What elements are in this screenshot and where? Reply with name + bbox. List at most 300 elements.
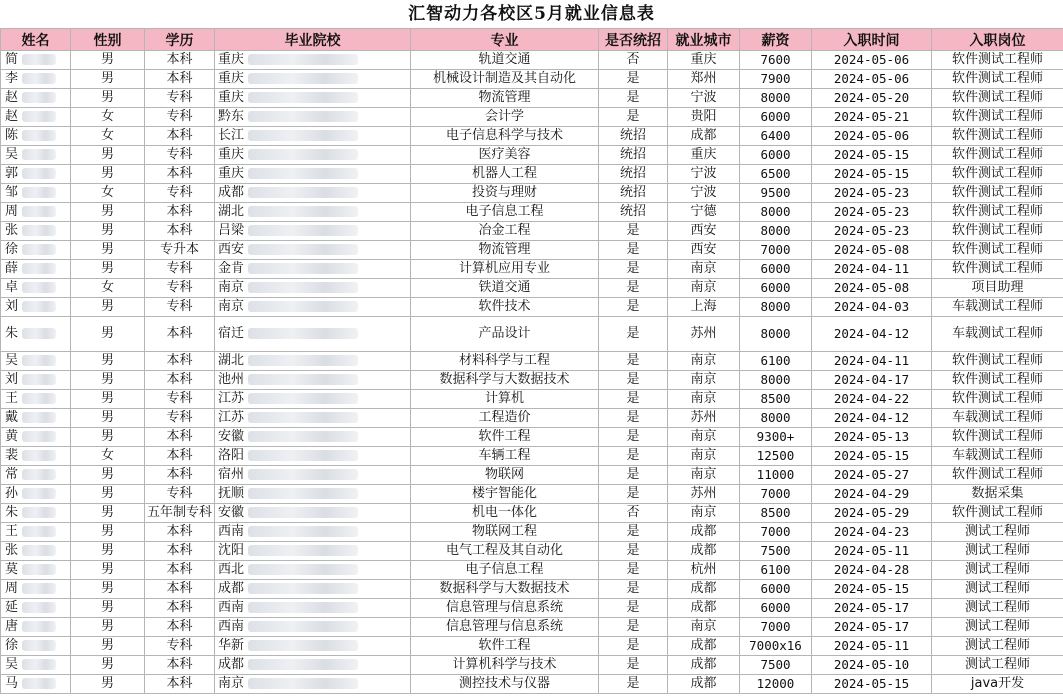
cell-name[interactable]	[1, 371, 71, 390]
cell-salary[interactable]	[740, 89, 812, 108]
cell-job[interactable]	[932, 298, 1063, 317]
cell-school[interactable]	[215, 561, 411, 580]
cell-start-date[interactable]	[812, 108, 932, 127]
cell-start-date[interactable]	[812, 127, 932, 146]
cell-job[interactable]	[932, 390, 1063, 409]
cell-name[interactable]	[1, 656, 71, 675]
cell-tongzhao[interactable]	[599, 260, 668, 279]
cell-salary[interactable]	[740, 466, 812, 485]
cell-major[interactable]	[411, 390, 599, 409]
cell-major[interactable]	[411, 504, 599, 523]
cell-gender[interactable]	[71, 146, 145, 165]
header-job[interactable]: 入职岗位	[932, 29, 1063, 51]
cell-school[interactable]	[215, 108, 411, 127]
cell-major[interactable]	[411, 317, 599, 352]
cell-major[interactable]	[411, 523, 599, 542]
header-education[interactable]: 学历	[145, 29, 215, 51]
cell-job[interactable]	[932, 409, 1063, 428]
cell-salary[interactable]	[740, 51, 812, 70]
cell-education[interactable]	[145, 618, 215, 637]
cell-gender[interactable]	[71, 447, 145, 466]
cell-salary[interactable]	[740, 146, 812, 165]
cell-city[interactable]	[668, 599, 740, 618]
cell-salary[interactable]	[740, 561, 812, 580]
cell-gender[interactable]	[71, 485, 145, 504]
cell-education[interactable]	[145, 390, 215, 409]
cell-tongzhao[interactable]	[599, 184, 668, 203]
cell-education[interactable]	[145, 51, 215, 70]
cell-name[interactable]	[1, 260, 71, 279]
cell-education[interactable]	[145, 203, 215, 222]
cell-tongzhao[interactable]	[599, 675, 668, 694]
cell-education[interactable]	[145, 371, 215, 390]
cell-city[interactable]	[668, 580, 740, 599]
cell-salary[interactable]	[740, 241, 812, 260]
cell-major[interactable]	[411, 51, 599, 70]
cell-education[interactable]	[145, 656, 215, 675]
cell-start-date[interactable]	[812, 371, 932, 390]
cell-salary[interactable]	[740, 317, 812, 352]
cell-education[interactable]	[145, 485, 215, 504]
cell-school[interactable]	[215, 317, 411, 352]
cell-name[interactable]	[1, 108, 71, 127]
cell-name[interactable]	[1, 409, 71, 428]
cell-start-date[interactable]	[812, 184, 932, 203]
cell-city[interactable]	[668, 279, 740, 298]
cell-tongzhao[interactable]	[599, 542, 668, 561]
cell-tongzhao[interactable]	[599, 70, 668, 89]
cell-school[interactable]	[215, 618, 411, 637]
header-school[interactable]: 毕业院校	[215, 29, 411, 51]
cell-school[interactable]	[215, 70, 411, 89]
cell-major[interactable]	[411, 146, 599, 165]
cell-job[interactable]	[932, 165, 1063, 184]
cell-tongzhao[interactable]	[599, 580, 668, 599]
cell-name[interactable]	[1, 618, 71, 637]
cell-start-date[interactable]	[812, 637, 932, 656]
cell-school[interactable]	[215, 89, 411, 108]
cell-name[interactable]	[1, 447, 71, 466]
cell-education[interactable]	[145, 580, 215, 599]
cell-tongzhao[interactable]	[599, 127, 668, 146]
cell-education[interactable]	[145, 599, 215, 618]
cell-name[interactable]	[1, 542, 71, 561]
cell-name[interactable]	[1, 523, 71, 542]
cell-name[interactable]	[1, 428, 71, 447]
cell-major[interactable]	[411, 618, 599, 637]
cell-school[interactable]	[215, 127, 411, 146]
cell-major[interactable]	[411, 675, 599, 694]
cell-school[interactable]	[215, 409, 411, 428]
cell-school[interactable]	[215, 580, 411, 599]
cell-school[interactable]	[215, 504, 411, 523]
cell-tongzhao[interactable]	[599, 618, 668, 637]
cell-tongzhao[interactable]	[599, 390, 668, 409]
cell-city[interactable]	[668, 51, 740, 70]
cell-tongzhao[interactable]	[599, 447, 668, 466]
cell-major[interactable]	[411, 89, 599, 108]
cell-salary[interactable]	[740, 637, 812, 656]
cell-city[interactable]	[668, 542, 740, 561]
cell-tongzhao[interactable]	[599, 108, 668, 127]
cell-city[interactable]	[668, 447, 740, 466]
cell-job[interactable]	[932, 580, 1063, 599]
cell-salary[interactable]	[740, 390, 812, 409]
cell-city[interactable]	[668, 70, 740, 89]
cell-name[interactable]	[1, 89, 71, 108]
cell-major[interactable]	[411, 371, 599, 390]
cell-start-date[interactable]	[812, 89, 932, 108]
cell-salary[interactable]	[740, 165, 812, 184]
cell-school[interactable]	[215, 51, 411, 70]
cell-school[interactable]	[215, 599, 411, 618]
cell-education[interactable]	[145, 428, 215, 447]
cell-major[interactable]	[411, 656, 599, 675]
cell-name[interactable]	[1, 637, 71, 656]
cell-start-date[interactable]	[812, 222, 932, 241]
cell-start-date[interactable]	[812, 51, 932, 70]
cell-school[interactable]	[215, 241, 411, 260]
cell-city[interactable]	[668, 485, 740, 504]
cell-education[interactable]	[145, 241, 215, 260]
cell-name[interactable]	[1, 241, 71, 260]
cell-start-date[interactable]	[812, 580, 932, 599]
cell-major[interactable]	[411, 108, 599, 127]
cell-gender[interactable]	[71, 580, 145, 599]
cell-tongzhao[interactable]	[599, 466, 668, 485]
cell-tongzhao[interactable]	[599, 241, 668, 260]
cell-school[interactable]	[215, 279, 411, 298]
cell-job[interactable]	[932, 428, 1063, 447]
cell-salary[interactable]	[740, 203, 812, 222]
cell-salary[interactable]	[740, 108, 812, 127]
cell-city[interactable]	[668, 241, 740, 260]
cell-start-date[interactable]	[812, 409, 932, 428]
cell-salary[interactable]	[740, 523, 812, 542]
cell-school[interactable]	[215, 428, 411, 447]
cell-gender[interactable]	[71, 466, 145, 485]
cell-job[interactable]	[932, 108, 1063, 127]
cell-gender[interactable]	[71, 542, 145, 561]
cell-major[interactable]	[411, 165, 599, 184]
cell-city[interactable]	[668, 637, 740, 656]
cell-tongzhao[interactable]	[599, 146, 668, 165]
cell-name[interactable]	[1, 165, 71, 184]
cell-tongzhao[interactable]	[599, 428, 668, 447]
cell-gender[interactable]	[71, 637, 145, 656]
cell-job[interactable]	[932, 618, 1063, 637]
cell-education[interactable]	[145, 146, 215, 165]
cell-major[interactable]	[411, 428, 599, 447]
cell-name[interactable]	[1, 580, 71, 599]
cell-education[interactable]	[145, 298, 215, 317]
cell-school[interactable]	[215, 165, 411, 184]
cell-gender[interactable]	[71, 428, 145, 447]
cell-name[interactable]	[1, 675, 71, 694]
cell-job[interactable]	[932, 561, 1063, 580]
cell-job[interactable]	[932, 675, 1063, 694]
header-major[interactable]: 专业	[411, 29, 599, 51]
header-gender[interactable]: 性别	[71, 29, 145, 51]
cell-tongzhao[interactable]	[599, 656, 668, 675]
cell-city[interactable]	[668, 428, 740, 447]
cell-name[interactable]	[1, 127, 71, 146]
cell-education[interactable]	[145, 447, 215, 466]
cell-major[interactable]	[411, 637, 599, 656]
cell-start-date[interactable]	[812, 542, 932, 561]
cell-city[interactable]	[668, 523, 740, 542]
cell-salary[interactable]	[740, 184, 812, 203]
cell-city[interactable]	[668, 618, 740, 637]
cell-gender[interactable]	[71, 108, 145, 127]
cell-job[interactable]	[932, 466, 1063, 485]
cell-city[interactable]	[668, 89, 740, 108]
cell-major[interactable]	[411, 222, 599, 241]
cell-city[interactable]	[668, 352, 740, 371]
cell-gender[interactable]	[71, 618, 145, 637]
cell-major[interactable]	[411, 352, 599, 371]
cell-education[interactable]	[145, 466, 215, 485]
cell-school[interactable]	[215, 523, 411, 542]
cell-start-date[interactable]	[812, 447, 932, 466]
cell-salary[interactable]	[740, 222, 812, 241]
cell-city[interactable]	[668, 675, 740, 694]
cell-city[interactable]	[668, 371, 740, 390]
cell-gender[interactable]	[71, 70, 145, 89]
cell-name[interactable]	[1, 279, 71, 298]
header-city[interactable]: 就业城市	[668, 29, 740, 51]
cell-job[interactable]	[932, 127, 1063, 146]
cell-city[interactable]	[668, 108, 740, 127]
cell-major[interactable]	[411, 203, 599, 222]
cell-gender[interactable]	[71, 298, 145, 317]
cell-city[interactable]	[668, 260, 740, 279]
cell-gender[interactable]	[71, 222, 145, 241]
header-tongzhao[interactable]: 是否统招	[599, 29, 668, 51]
cell-education[interactable]	[145, 637, 215, 656]
cell-gender[interactable]	[71, 260, 145, 279]
cell-school[interactable]	[215, 637, 411, 656]
cell-start-date[interactable]	[812, 260, 932, 279]
cell-education[interactable]	[145, 523, 215, 542]
cell-education[interactable]	[145, 184, 215, 203]
cell-tongzhao[interactable]	[599, 523, 668, 542]
cell-city[interactable]	[668, 390, 740, 409]
cell-major[interactable]	[411, 542, 599, 561]
cell-city[interactable]	[668, 656, 740, 675]
cell-tongzhao[interactable]	[599, 279, 668, 298]
cell-job[interactable]	[932, 203, 1063, 222]
cell-major[interactable]	[411, 260, 599, 279]
cell-salary[interactable]	[740, 298, 812, 317]
cell-school[interactable]	[215, 260, 411, 279]
cell-city[interactable]	[668, 317, 740, 352]
cell-start-date[interactable]	[812, 618, 932, 637]
cell-gender[interactable]	[71, 371, 145, 390]
cell-major[interactable]	[411, 409, 599, 428]
cell-education[interactable]	[145, 542, 215, 561]
cell-name[interactable]	[1, 466, 71, 485]
header-name[interactable]: 姓名	[1, 29, 71, 51]
cell-salary[interactable]	[740, 618, 812, 637]
cell-gender[interactable]	[71, 675, 145, 694]
cell-gender[interactable]	[71, 241, 145, 260]
cell-tongzhao[interactable]	[599, 637, 668, 656]
cell-salary[interactable]	[740, 580, 812, 599]
cell-tongzhao[interactable]	[599, 222, 668, 241]
cell-job[interactable]	[932, 352, 1063, 371]
cell-gender[interactable]	[71, 409, 145, 428]
cell-job[interactable]	[932, 656, 1063, 675]
cell-start-date[interactable]	[812, 428, 932, 447]
cell-job[interactable]	[932, 89, 1063, 108]
cell-salary[interactable]	[740, 656, 812, 675]
cell-major[interactable]	[411, 70, 599, 89]
cell-start-date[interactable]	[812, 561, 932, 580]
cell-school[interactable]	[215, 390, 411, 409]
cell-gender[interactable]	[71, 390, 145, 409]
cell-name[interactable]	[1, 599, 71, 618]
cell-gender[interactable]	[71, 317, 145, 352]
cell-tongzhao[interactable]	[599, 485, 668, 504]
cell-salary[interactable]	[740, 447, 812, 466]
cell-education[interactable]	[145, 279, 215, 298]
cell-education[interactable]	[145, 260, 215, 279]
cell-start-date[interactable]	[812, 146, 932, 165]
cell-education[interactable]	[145, 222, 215, 241]
cell-major[interactable]	[411, 447, 599, 466]
cell-start-date[interactable]	[812, 504, 932, 523]
cell-start-date[interactable]	[812, 279, 932, 298]
cell-city[interactable]	[668, 409, 740, 428]
cell-gender[interactable]	[71, 599, 145, 618]
cell-education[interactable]	[145, 70, 215, 89]
cell-job[interactable]	[932, 485, 1063, 504]
cell-city[interactable]	[668, 222, 740, 241]
cell-education[interactable]	[145, 561, 215, 580]
cell-tongzhao[interactable]	[599, 599, 668, 618]
cell-tongzhao[interactable]	[599, 317, 668, 352]
cell-major[interactable]	[411, 279, 599, 298]
cell-start-date[interactable]	[812, 352, 932, 371]
cell-start-date[interactable]	[812, 317, 932, 352]
cell-salary[interactable]	[740, 485, 812, 504]
cell-job[interactable]	[932, 599, 1063, 618]
cell-job[interactable]	[932, 542, 1063, 561]
cell-name[interactable]	[1, 222, 71, 241]
cell-education[interactable]	[145, 108, 215, 127]
cell-start-date[interactable]	[812, 390, 932, 409]
cell-education[interactable]	[145, 89, 215, 108]
cell-school[interactable]	[215, 656, 411, 675]
cell-salary[interactable]	[740, 542, 812, 561]
cell-major[interactable]	[411, 561, 599, 580]
cell-city[interactable]	[668, 504, 740, 523]
cell-education[interactable]	[145, 352, 215, 371]
cell-city[interactable]	[668, 146, 740, 165]
cell-gender[interactable]	[71, 51, 145, 70]
cell-major[interactable]	[411, 184, 599, 203]
cell-name[interactable]	[1, 317, 71, 352]
cell-name[interactable]	[1, 184, 71, 203]
cell-job[interactable]	[932, 637, 1063, 656]
cell-salary[interactable]	[740, 260, 812, 279]
cell-tongzhao[interactable]	[599, 51, 668, 70]
cell-salary[interactable]	[740, 504, 812, 523]
cell-start-date[interactable]	[812, 485, 932, 504]
cell-name[interactable]	[1, 51, 71, 70]
cell-major[interactable]	[411, 485, 599, 504]
cell-education[interactable]	[145, 317, 215, 352]
cell-major[interactable]	[411, 466, 599, 485]
cell-school[interactable]	[215, 466, 411, 485]
cell-salary[interactable]	[740, 127, 812, 146]
cell-major[interactable]	[411, 127, 599, 146]
cell-job[interactable]	[932, 447, 1063, 466]
cell-name[interactable]	[1, 203, 71, 222]
cell-name[interactable]	[1, 485, 71, 504]
cell-start-date[interactable]	[812, 466, 932, 485]
cell-salary[interactable]	[740, 675, 812, 694]
cell-major[interactable]	[411, 599, 599, 618]
cell-start-date[interactable]	[812, 203, 932, 222]
cell-education[interactable]	[145, 504, 215, 523]
cell-job[interactable]	[932, 279, 1063, 298]
cell-education[interactable]	[145, 127, 215, 146]
cell-school[interactable]	[215, 203, 411, 222]
cell-job[interactable]	[932, 51, 1063, 70]
cell-gender[interactable]	[71, 523, 145, 542]
cell-education[interactable]	[145, 409, 215, 428]
header-start-date[interactable]: 入职时间	[812, 29, 932, 51]
cell-school[interactable]	[215, 184, 411, 203]
cell-city[interactable]	[668, 203, 740, 222]
cell-school[interactable]	[215, 222, 411, 241]
cell-name[interactable]	[1, 70, 71, 89]
cell-job[interactable]	[932, 184, 1063, 203]
cell-salary[interactable]	[740, 371, 812, 390]
cell-salary[interactable]	[740, 352, 812, 371]
cell-salary[interactable]	[740, 409, 812, 428]
cell-gender[interactable]	[71, 184, 145, 203]
cell-start-date[interactable]	[812, 241, 932, 260]
cell-name[interactable]	[1, 504, 71, 523]
cell-salary[interactable]	[740, 428, 812, 447]
cell-gender[interactable]	[71, 165, 145, 184]
cell-tongzhao[interactable]	[599, 561, 668, 580]
cell-tongzhao[interactable]	[599, 504, 668, 523]
cell-tongzhao[interactable]	[599, 165, 668, 184]
cell-city[interactable]	[668, 466, 740, 485]
cell-job[interactable]	[932, 317, 1063, 352]
cell-major[interactable]	[411, 241, 599, 260]
cell-school[interactable]	[215, 298, 411, 317]
cell-city[interactable]	[668, 298, 740, 317]
cell-gender[interactable]	[71, 203, 145, 222]
cell-school[interactable]	[215, 542, 411, 561]
cell-start-date[interactable]	[812, 298, 932, 317]
cell-start-date[interactable]	[812, 656, 932, 675]
cell-tongzhao[interactable]	[599, 203, 668, 222]
cell-gender[interactable]	[71, 279, 145, 298]
cell-tongzhao[interactable]	[599, 371, 668, 390]
cell-major[interactable]	[411, 298, 599, 317]
cell-start-date[interactable]	[812, 523, 932, 542]
cell-gender[interactable]	[71, 89, 145, 108]
cell-gender[interactable]	[71, 504, 145, 523]
cell-tongzhao[interactable]	[599, 409, 668, 428]
cell-name[interactable]	[1, 298, 71, 317]
